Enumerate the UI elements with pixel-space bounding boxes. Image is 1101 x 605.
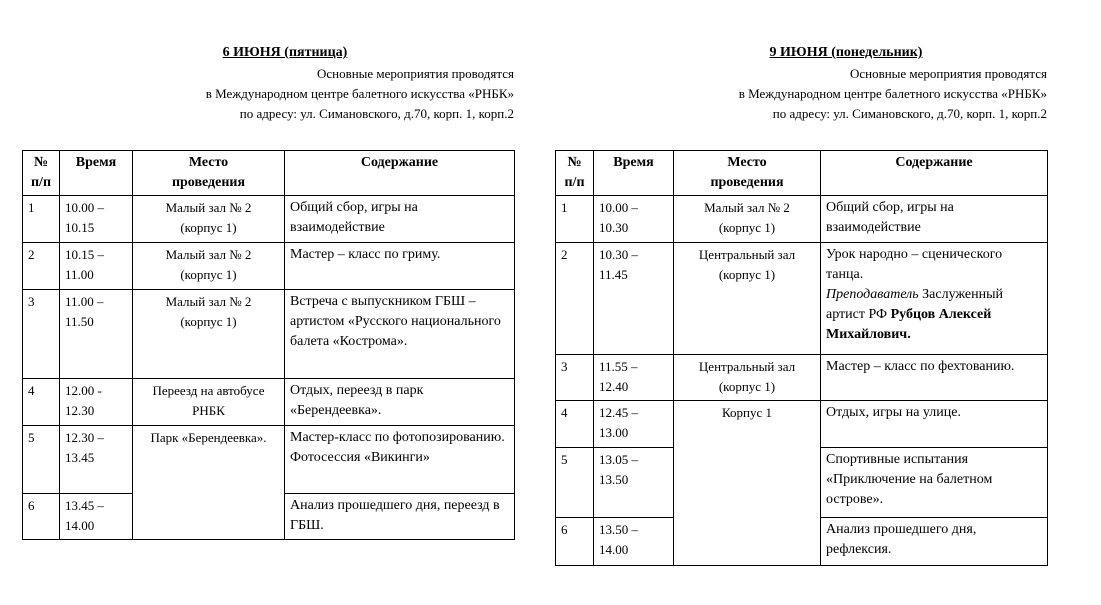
row-time: 10.30 – 11.45 [594, 243, 674, 355]
row-content: Общий сбор, игры на взаимодействие [285, 196, 515, 243]
row-place: Малый зал № 2 (корпус 1) [674, 196, 821, 243]
header-content: Содержание [285, 151, 515, 196]
left-schedule-table [22, 150, 515, 540]
row-content: Анализ прошедшего дня, рефлексия. [821, 518, 1048, 566]
header-time: Время [594, 151, 674, 196]
row-num: 3 [556, 355, 594, 401]
table-row [556, 243, 1048, 355]
row-num: 3 [23, 290, 60, 379]
right-schedule-table [555, 150, 1048, 566]
header-num: № п/п [23, 151, 60, 196]
row-time: 10.15 – 11.00 [60, 243, 133, 290]
left-header-block [22, 44, 514, 124]
right-info-line: по адресу: ул. Симановского, д.70, корп. 1, корп.2 [772, 106, 1047, 121]
right-info-line: в Международном центре балетного искусства «РНБК» [738, 86, 1047, 101]
row-time: 12.30 – 13.45 [60, 426, 133, 494]
row-content: Спортивные испытания «Приключение на балетном острове». [821, 448, 1048, 518]
table-row [23, 290, 515, 379]
row-time: 10.00 – 10.15 [60, 196, 133, 243]
row-place: Малый зал № 2 (корпус 1) [133, 196, 285, 243]
table-row [556, 401, 1048, 448]
row-time: 12.00 - 12.30 [60, 379, 133, 426]
row-place: Переезд на автобусе РНБК [133, 379, 285, 426]
row-time: 11.55 – 12.40 [594, 355, 674, 401]
left-info-line: в Международном центре балетного искусства «РНБК» [205, 86, 514, 101]
right-info-line: Основные мероприятия проводятся [849, 66, 1047, 81]
table-row [23, 243, 515, 290]
row-time: 12.45 – 13.00 [594, 401, 674, 448]
row-num: 1 [23, 196, 60, 243]
row-time: 10.00 – 10.30 [594, 196, 674, 243]
row-content: Мастер-класс по фотопозированию. Фотосессия «Викинги» [285, 426, 515, 494]
row-num: 2 [23, 243, 60, 290]
teacher-label: Преподаватель [826, 287, 919, 302]
row-content: Отдых, игры на улице. [821, 401, 1048, 448]
row-time: 13.05 – 13.50 [594, 448, 674, 518]
row-content: Общий сбор, игры на взаимодействие [821, 196, 1048, 243]
table-row [556, 196, 1048, 243]
table-row [23, 196, 515, 243]
header-place: Место проведения [674, 151, 821, 196]
table-row [23, 426, 515, 494]
row-num: 4 [556, 401, 594, 448]
row-num: 2 [556, 243, 594, 355]
row-num: 5 [556, 448, 594, 518]
row-content: Встреча с выпускником ГБШ – артистом «Русского национального балета «Кострома». [285, 290, 515, 379]
teacher-name: Рубцов Алексей Михайлович. [826, 307, 992, 342]
right-venue-info [555, 64, 1047, 124]
header-time: Время [60, 151, 133, 196]
row-time: 13.45 – 14.00 [60, 494, 133, 540]
header-num: № п/п [556, 151, 594, 196]
left-info-line: Основные мероприятия проводятся [316, 66, 514, 81]
row-place: Центральный зал (корпус 1) [674, 243, 821, 355]
row-num: 6 [556, 518, 594, 566]
header-place: Место проведения [133, 151, 285, 196]
table-row [556, 355, 1048, 401]
row-num: 4 [23, 379, 60, 426]
header-content: Содержание [821, 151, 1048, 196]
left-venue-info [22, 64, 514, 124]
table-row [23, 379, 515, 426]
right-header-block [555, 44, 1047, 124]
row-place: Малый зал № 2 (корпус 1) [133, 290, 285, 379]
row-content: Мастер – класс по гриму. [285, 243, 515, 290]
left-day-title: 6 ИЮНЯ (пятница) [222, 45, 348, 60]
left-info-line: по адресу: ул. Симановского, д.70, корп. 1, корп.2 [239, 106, 514, 121]
row-num: 5 [23, 426, 60, 494]
row-num: 6 [23, 494, 60, 540]
table-header-row [556, 151, 1048, 196]
row-time: 13.50 – 14.00 [594, 518, 674, 566]
row-content: Отдых, переезд в парк «Берендеевка». [285, 379, 515, 426]
row-content: Анализ прошедшего дня, переезд в ГБШ. [285, 494, 515, 540]
row-place: Малый зал № 2 (корпус 1) [133, 243, 285, 290]
row-content: Урок народно – сценического танца. Преподаватель Заслуженный артист РФ Рубцов Алексей Михайлович. [821, 243, 1048, 355]
table-header-row [23, 151, 515, 196]
row-time: 11.00 – 11.50 [60, 290, 133, 379]
teacher-title: Заслуженный артист РФ [826, 287, 1003, 322]
row-place: Центральный зал (корпус 1) [674, 355, 821, 401]
row-place: Корпус 1 [674, 401, 821, 566]
row-content: Мастер – класс по фехтованию. [821, 355, 1048, 401]
row-place: Парк «Берендеевка». [133, 426, 285, 540]
row-num: 1 [556, 196, 594, 243]
right-day-title: 9 ИЮНЯ (понедельник) [769, 45, 923, 60]
